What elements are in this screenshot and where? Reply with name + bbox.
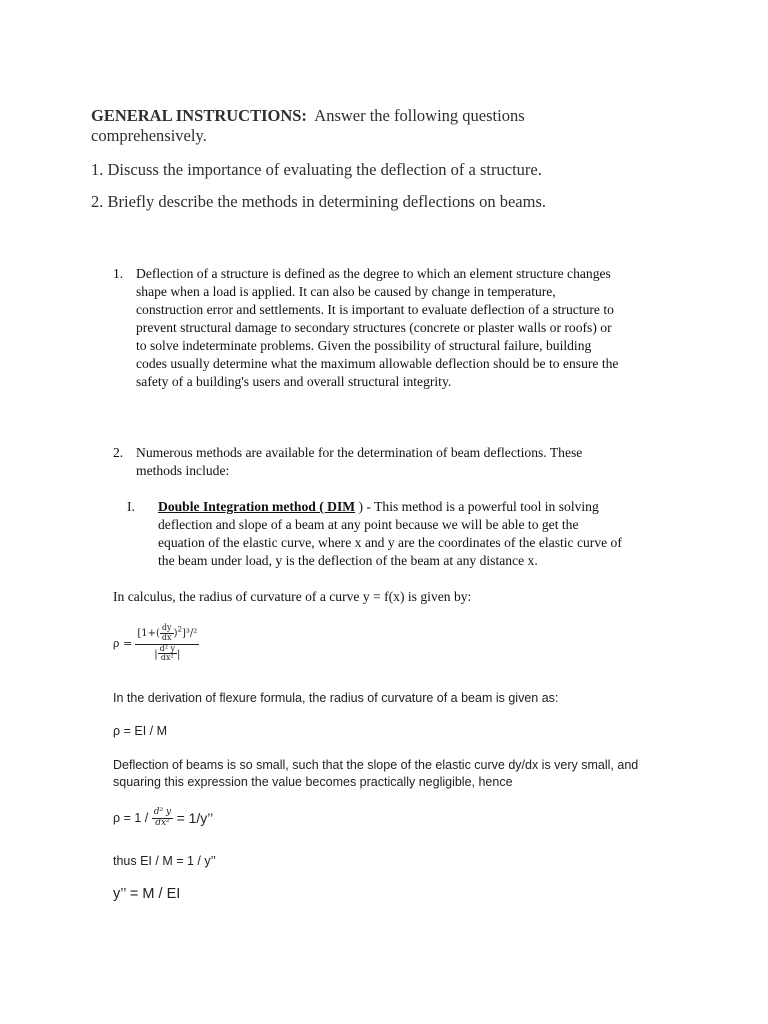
eq1-power: ]³/² <box>181 627 198 639</box>
answer-1-line: safety of a building's users and overall structural integrity. <box>136 374 452 389</box>
calculus-intro: In calculus, the radius of curvature of a curve y = f(x) is given by: <box>113 589 472 604</box>
answer-1-line: Deflection of a structure is defined as the degree to which an element structure changes <box>136 266 611 281</box>
eq1-dy: dy <box>161 623 172 632</box>
final-equation: y’’ = M / EI <box>113 886 181 902</box>
method-line: deflection and slope of a beam at any point because we will be able to get the <box>158 517 579 532</box>
eq1-square: 2 <box>177 625 182 634</box>
flexure-line: In the derivation of flexure formula, the radius of curvature of a beam is given as: <box>113 691 559 705</box>
method-desc: ) - This method is a powerful tool in solving <box>355 499 599 514</box>
answer-1-number: 1. <box>113 266 124 281</box>
eq1-lhs: ρ = <box>113 637 133 651</box>
eq1-den-post: | <box>177 648 181 660</box>
answer-1-line: to solve indeterminate problems. Given the possibility of structural failure, building <box>136 338 592 353</box>
instructions-block <box>91 106 651 146</box>
instructions-heading: GENERAL INSTRUCTIONS: <box>91 106 307 125</box>
question-1: 1. Discuss the importance of evaluating the deflection of a structure. <box>91 160 542 179</box>
instructions-intro-cont: comprehensively. <box>91 126 207 145</box>
method-number: I. <box>127 499 135 514</box>
eq1-num-pre: [1+( <box>137 627 160 639</box>
eq1-num-post: ) <box>173 627 178 639</box>
eq2-numerator: d² y <box>153 807 172 817</box>
eq1-dx: dx <box>161 632 172 642</box>
answer-1-line: shape when a load is applied. It can also be caused by change in temperature, <box>136 284 556 299</box>
method-paragraph <box>158 498 718 570</box>
small-deflection-line: squaring this expression the value becomes practically negligible, hence <box>113 774 513 789</box>
method-line: the beam under load, y is the deflection of the beam at any distance x. <box>158 553 538 568</box>
answer-1-paragraph <box>136 265 696 391</box>
answer-1-line: prevent structural damage to secondary structures (concrete or plaster walls or roofs) or <box>136 320 612 335</box>
rho-ei-equation: ρ = EI / M <box>113 724 167 738</box>
answer-2-line: methods include: <box>136 463 230 478</box>
eq2-rhs: = 1/y’’ <box>176 810 214 827</box>
eq1-den-pre: | <box>154 648 158 660</box>
method-first-line <box>158 498 718 516</box>
instructions-intro: Answer the following questions <box>314 106 525 125</box>
question-2: 2. Briefly describe the methods in determining deflections on beams. <box>91 192 547 211</box>
answer-2-number: 2. <box>113 445 124 460</box>
eq1-d2ydx2 <box>158 645 177 664</box>
answer-2-line: Numerous methods are available for the determination of beam deflections. These <box>136 445 583 460</box>
radius-curvature-equation <box>113 624 199 663</box>
eq1-dydx <box>160 624 174 643</box>
small-deflection-line: Deflection of beams is so small, such that the slope of the elastic curve dy/dx is very small, and <box>113 758 639 772</box>
instructions-line-1 <box>91 106 651 126</box>
eq2-fraction <box>152 808 173 829</box>
eq1-dx2: dx² <box>160 653 174 663</box>
answer-2-paragraph <box>136 444 696 480</box>
eq1-fraction <box>135 624 199 663</box>
rho-second-derivative-equation <box>113 808 213 829</box>
eq2-denominator: dx² <box>155 817 170 828</box>
eq1-denominator <box>135 645 199 664</box>
thus-line: thus EI / M = 1 / y’’ <box>113 854 216 868</box>
answer-1-line: codes usually determine what the maximum allowable deflection should be to ensure the <box>136 356 619 371</box>
method-line: equation of the elastic curve, where x and y are the coordinates of the elastic curve of <box>158 535 622 550</box>
small-deflection-paragraph <box>113 757 713 790</box>
eq1-numerator <box>135 624 199 645</box>
answer-1-line: construction error and settlements. It is important to evaluate deflection of a structure to <box>136 302 614 317</box>
method-name: Double Integration method ( DIM <box>158 499 356 514</box>
eq2-lhs: ρ = 1 / <box>113 811 149 826</box>
eq1-d2y: d² y <box>159 643 175 653</box>
